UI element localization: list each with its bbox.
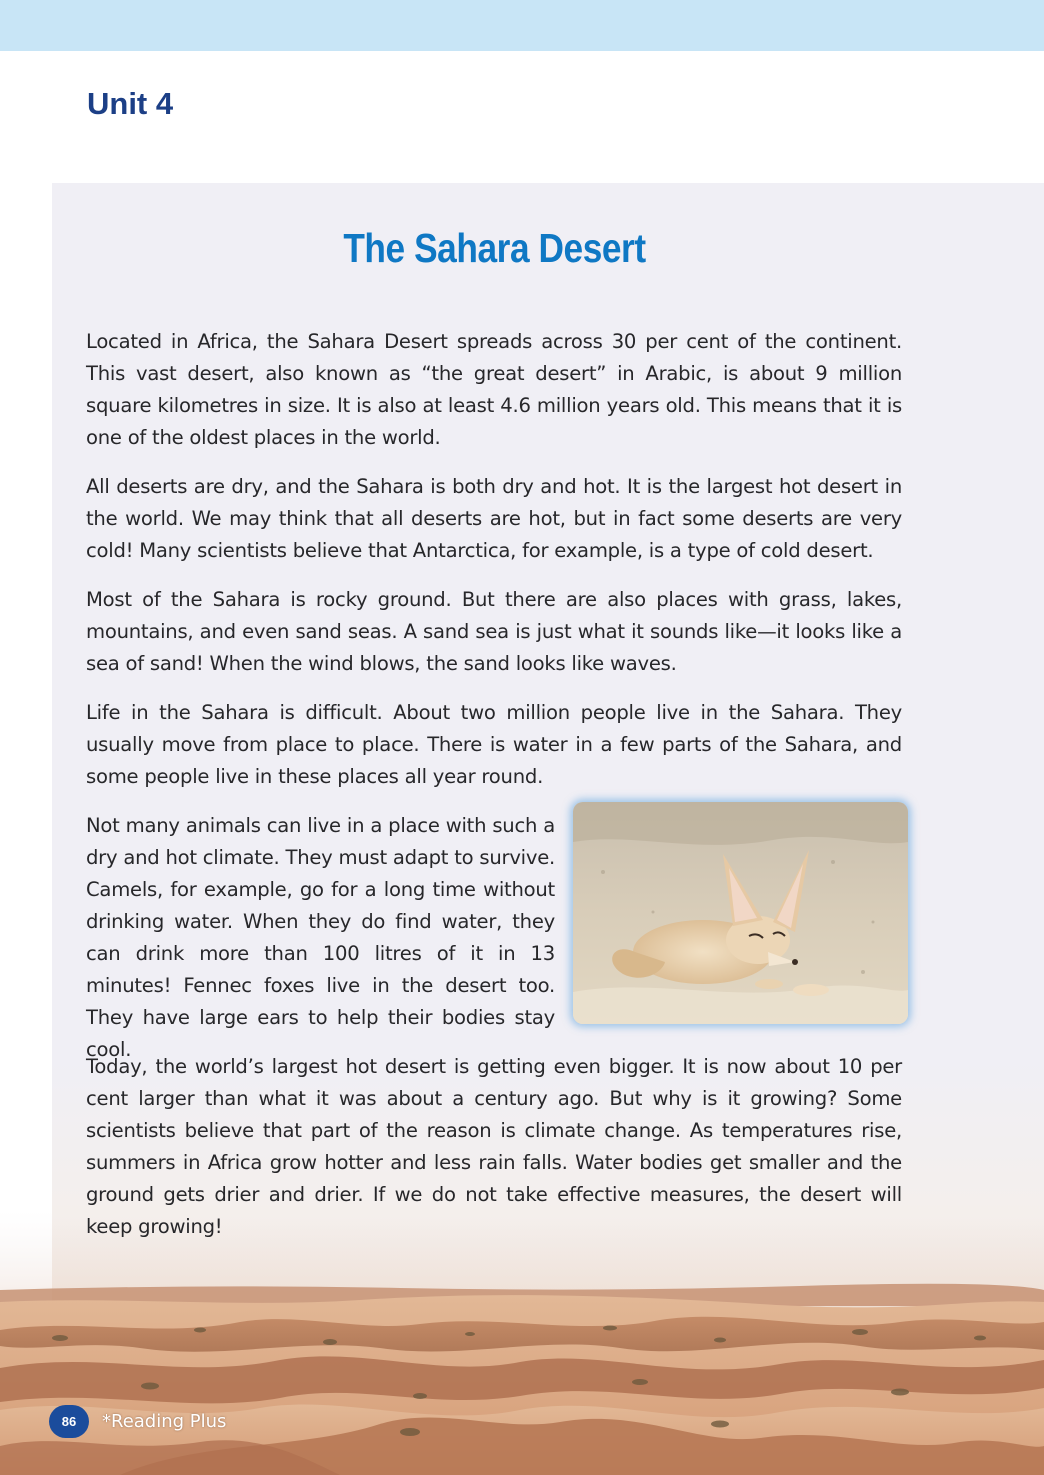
paragraph-location: Located in Africa, the Sahara Desert spreads across 30 per cent of the continent. This vast desert, also known as “the great desert” in Arabic, is about 9 million square kilometres in size. It is also at least 4.6 million years old. This means that it is one of the oldest places in the world. (86, 330, 902, 449)
header-band (0, 0, 1044, 51)
unit-label: Unit 4 (87, 86, 174, 121)
article-title: The Sahara Desert (343, 225, 646, 271)
paragraph-hot-desert: All deserts are dry, and the Sahara is both dry and hot. It is the largest hot desert in the world. We may think that all deserts are hot, but in fact some deserts are very cold! Many scientists believe that Antarctica, for example, is a type of cold desert. (86, 475, 902, 562)
series-label: *Reading Plus (102, 1411, 227, 1432)
fennec-fox-photo (573, 802, 908, 1024)
fennec-fox-image (573, 802, 908, 1024)
paragraph-growing: Today, the world’s largest hot desert is getting even bigger. It is now about 10 per cent larger than what it was about a century ago. But why is it growing? Some scientists believe that part of the reason is climate change. As temperatures rise, summers in Africa grow hotter and less rain falls. Water bodies get smaller and the ground gets drier and drier. If we do not take effective measures, the desert will keep growing! (86, 1055, 902, 1238)
paragraph-terrain: Most of the Sahara is rocky ground. But there are also places with grass, lakes, mountains, and even sand seas. A sand sea is just what it sounds like—it looks like a sea of sand! When the wind blows, the sand looks like waves. (86, 588, 902, 675)
paragraph-life: Life in the Sahara is difficult. About two million people live in the Sahara. They usually move from place to place. There is water in a few parts of the Sahara, and some people live in these places all year round. (86, 701, 902, 788)
page-number-badge: 86 (49, 1405, 89, 1438)
paragraph-animals: Not many animals can live in a place with such a dry and hot climate. They must adapt to survive. Camels, for example, go for a long time without drinking water. When they do find water, they can drink more than 100 litres of it in 13 minutes! Fennec foxes live in the desert too. They have large ears to help their bodies stay cool. (86, 814, 555, 1061)
